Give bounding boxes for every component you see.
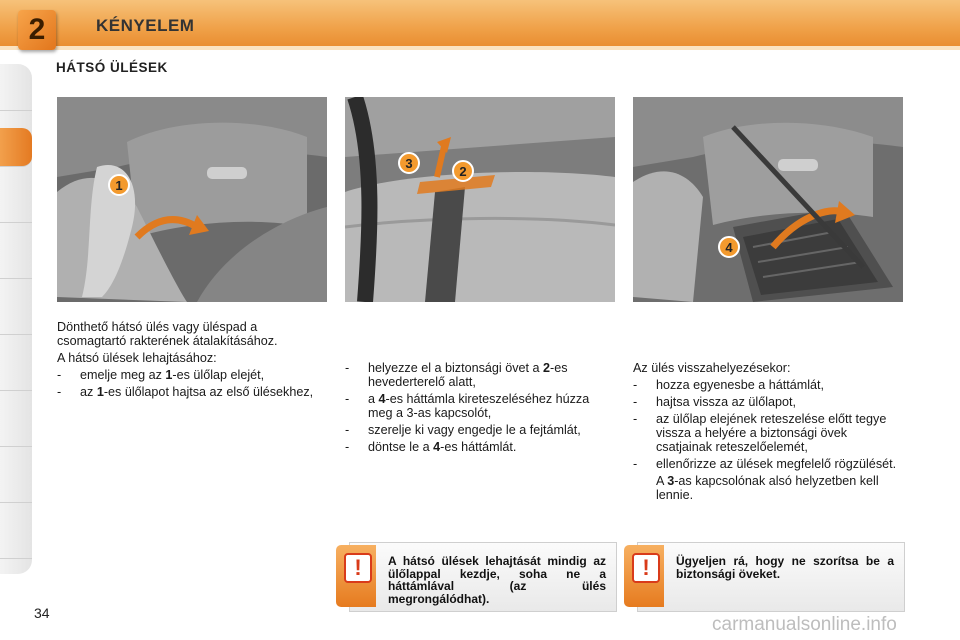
- column-2-text: [345, 361, 615, 457]
- col3-step-3: - az ülőlap elejének reteszelése előtt tegye vissza a helyére a biztonsági övek csatjainak reteszelőelemét,: [633, 412, 887, 454]
- col3-step-4: - ellenőrizze az ülések megfelelő rögzülését.: [633, 457, 897, 471]
- chapter-tab-4[interactable]: [0, 240, 32, 279]
- chapter-tab-1[interactable]: [0, 72, 32, 111]
- warning-note-1: [349, 542, 617, 612]
- svg-text:4: 4: [725, 240, 733, 255]
- col2-step-2: - a 4-es háttámla kireteszeléséhez húzza meg a 3-as kapcsolót,: [345, 392, 590, 420]
- svg-text:2: 2: [459, 164, 467, 179]
- col1-step-2: - az 1-es ülőlapot hajtsa az első ülésekhez,: [57, 385, 314, 399]
- warning-tab: [336, 545, 376, 607]
- column-3-text: [633, 361, 903, 505]
- page-number: 34: [34, 605, 50, 621]
- watermark: carmanualsonline.info: [712, 614, 897, 635]
- chapter-tab-3[interactable]: [0, 184, 32, 223]
- photo-seat-cushion-lift: [57, 97, 327, 302]
- photo-label-4: [719, 237, 739, 257]
- section-title: HÁTSÓ ÜLÉSEK: [56, 60, 168, 75]
- col3-lead: Az ülés visszahelyezésekor:: [633, 361, 791, 375]
- col2-step-3: - szerelje ki vagy engedje le a fejtámlát,: [345, 423, 581, 437]
- chapter-tab-8[interactable]: [0, 464, 32, 503]
- col3-step-2: - hajtsa vissza az ülőlapot,: [633, 395, 797, 409]
- svg-text:3: 3: [405, 156, 413, 171]
- chapter-tab-7[interactable]: [0, 408, 32, 447]
- column-1-text: [57, 320, 327, 402]
- col3-step-1: - hozza egyenesbe a háttámlát,: [633, 378, 825, 392]
- chapter-tab-5[interactable]: [0, 296, 32, 335]
- warning-icon: !: [632, 553, 660, 583]
- photo-label-3: [399, 153, 419, 173]
- col2-step-4: - döntse le a 4-es háttámlát.: [345, 440, 517, 454]
- col2-step-1: - helyezze el a biztonsági övet a 2-es hevederterelő alatt,: [345, 361, 568, 389]
- chapter-tab-9[interactable]: [0, 520, 32, 559]
- col1-intro: Dönthető hátsó ülés vagy üléspad a csomagtartó rakterének átalakításához.: [57, 320, 278, 348]
- warning-note-2-text: Ügyeljen rá, hogy ne szorítsa be a biztonsági öveket.: [676, 554, 894, 581]
- chapter-tab-6[interactable]: [0, 352, 32, 391]
- warning-icon: !: [344, 553, 372, 583]
- photo-backrest-folded: [633, 97, 903, 302]
- photo-label-1: [109, 175, 129, 195]
- col3-extra-note: A 3-as kapcsolónak alsó helyzetben kell lennie.: [656, 474, 879, 502]
- warning-tab: [624, 545, 664, 607]
- svg-text:1: 1: [115, 178, 123, 193]
- warning-note-2: [637, 542, 905, 612]
- chapter-tab-rail: [0, 64, 32, 574]
- warning-note-1-text: A hátsó ülések lehajtását mindig az ülőlappal kezdje, soha ne a háttámlával (az ülés megrongálódhat).: [388, 554, 606, 606]
- col1-step-1: - emelje meg az 1-es ülőlap elejét,: [57, 368, 265, 382]
- photo-label-2: [453, 161, 473, 181]
- col1-lead: A hátsó ülések lehajtásához:: [57, 351, 217, 365]
- chapter-title: KÉNYELEM: [96, 16, 195, 35]
- chapter-tab-2-active[interactable]: [0, 128, 32, 167]
- chapter-number-badge: 2: [18, 10, 56, 50]
- photo-backrest-latch: [345, 97, 615, 302]
